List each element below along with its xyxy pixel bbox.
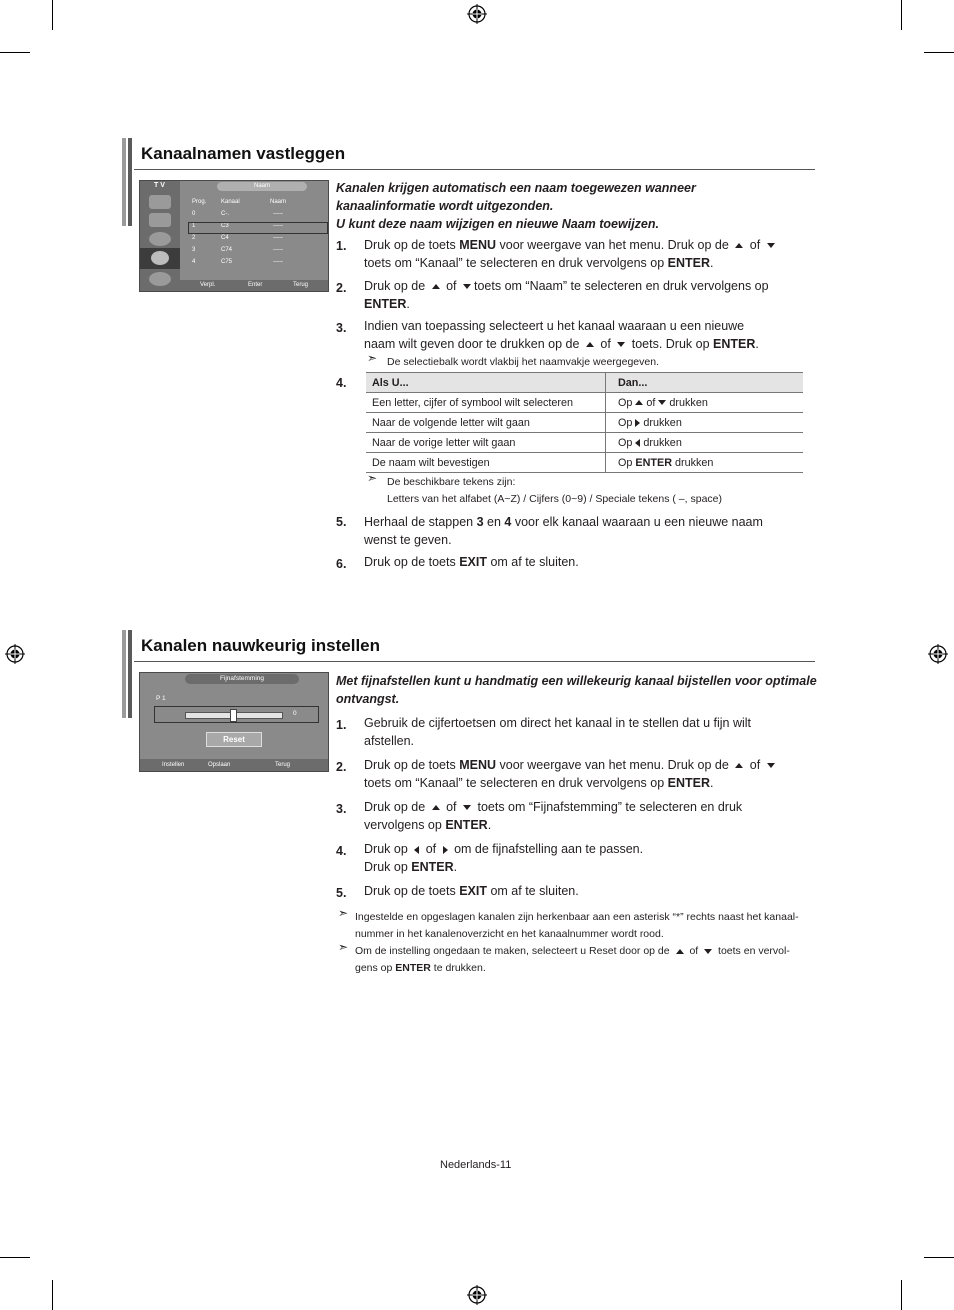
table-row: Naar de vorige letter wilt gaan Op drukken <box>366 433 803 453</box>
step-text: Indien van toepassing selecteert u het kanaal waaraan u een nieuwe naam wilt geven door te drukken op de of toets. Druk op ENTER. <box>364 319 759 351</box>
table-header: Als U... <box>366 373 606 393</box>
step-text: Druk op de of toets om “Naam” te selecteren en druk vervolgens op ENTER. <box>364 279 769 311</box>
up-arrow-icon <box>735 763 743 768</box>
down-arrow-icon <box>704 949 712 954</box>
down-arrow-icon <box>617 342 625 347</box>
tv-sidebar <box>140 181 180 291</box>
tv-channel-cell: ----- <box>273 247 283 253</box>
step-text: Gebruik de cijfertoetsen om direct het kanaal in te stellen dat u fijn wilt afstellen. <box>364 716 752 748</box>
tv-selection-bar <box>188 222 328 234</box>
crop-mark <box>924 52 954 53</box>
step-number: 2. <box>336 281 347 295</box>
step-number: 4. <box>336 844 347 858</box>
registration-mark-icon <box>928 644 948 664</box>
crop-mark <box>924 1257 954 1258</box>
tv-foot-opslaan: Opslaan <box>208 762 231 768</box>
tv-channel-cell: 4 <box>192 259 196 265</box>
crop-mark <box>901 0 902 30</box>
tv-foot-terug: Terug <box>293 282 309 288</box>
note-text: De selectiebalk wordt vlakbij het naamvakje weergegeven. <box>387 356 659 368</box>
tv-reset-button: Reset <box>206 732 262 747</box>
step-text: Druk op de toets EXIT om af te sluiten. <box>364 555 579 569</box>
tv-input-icon <box>149 195 171 209</box>
step-number: 1. <box>336 718 347 732</box>
step-number: 6. <box>336 557 347 571</box>
tv-channel-cell: C4 <box>221 235 229 241</box>
key-table <box>366 372 803 473</box>
right-arrow-icon <box>635 419 640 427</box>
note-text: De beschikbare tekens zijn: Letters van het alfabet (A~Z) / Cijfers (0~9) / Speciale tekens ( –, space) <box>387 476 722 505</box>
step-number: 4. <box>336 376 347 390</box>
tv-channel-cell: C74 <box>221 247 233 253</box>
tv-channel-cell: C3 <box>221 223 229 229</box>
tv-col-kanaal: Kanaal <box>221 199 240 205</box>
crop-mark <box>52 1280 53 1310</box>
step-number: 1. <box>336 239 347 253</box>
step-text: Druk op de toets MENU voor weergave van het menu. Druk op de of toets om “Kanaal” te selecteren en druk vervolgens op ENTER. <box>364 756 778 792</box>
section-bar <box>122 138 126 226</box>
crop-mark <box>901 1280 902 1310</box>
intro-line: Kanalen krijgen automatisch een naam toegewezen wanneer <box>336 181 696 195</box>
down-arrow-icon <box>767 763 775 768</box>
tv-foot-verpl: Verpl. <box>200 282 216 288</box>
tv-finetune-row <box>154 706 319 723</box>
up-arrow-icon <box>635 400 643 405</box>
step-text: Druk op de of toets om “Fijnafstemming” te selecteren en druk vervolgens op ENTER. <box>364 800 743 832</box>
down-arrow-icon <box>658 400 666 405</box>
note-arrow-icon: ➣ <box>338 906 349 920</box>
left-arrow-icon <box>414 846 419 854</box>
section-title: Kanaalnamen vastleggen <box>141 144 346 163</box>
intro-line: kanaalinformatie wordt uitgezonden. <box>336 199 554 213</box>
step-text: Druk op de toets EXIT om af te sluiten. <box>364 884 579 898</box>
tv-foot-terug: Terug <box>275 762 291 768</box>
table-row: Een letter, cijfer of symbool wilt selecteren Op of drukken <box>366 393 803 413</box>
tv-picture-icon <box>149 213 171 227</box>
section-title: Kanalen nauwkeurig instellen <box>141 636 381 655</box>
tv-setup-icon <box>149 272 171 286</box>
section-rule <box>134 661 815 662</box>
page-number: Nederlands-11 <box>440 1159 512 1171</box>
section-bar <box>128 138 132 226</box>
tv-channel-cell: ----- <box>273 259 283 265</box>
tv-menu-title: Naam <box>217 182 307 191</box>
step-number: 5. <box>336 515 347 529</box>
section-intro <box>336 179 696 233</box>
section-intro <box>336 672 817 708</box>
tv-finetune-value: 0 <box>293 710 297 717</box>
step-text: Herhaal de stappen 3 en 4 voor elk kanaal waaraan u een nieuwe naam wenst te geven. <box>364 515 763 547</box>
tv-channel-cell: 1 <box>192 223 196 229</box>
tv-channel-cell: ----- <box>273 211 283 217</box>
up-arrow-icon <box>586 342 594 347</box>
down-arrow-icon <box>767 243 775 248</box>
section-bar <box>122 630 126 718</box>
tv-label: T V <box>154 182 165 189</box>
down-arrow-icon <box>463 284 471 289</box>
tv-menu-screenshot <box>139 180 329 292</box>
tv-channel-cell: 3 <box>192 247 196 253</box>
tv-footer <box>140 759 328 771</box>
crop-mark <box>0 52 30 53</box>
tv-channel-icon-selected <box>140 248 180 269</box>
tv-channel-cell: C75 <box>221 259 233 265</box>
registration-mark-icon <box>467 4 487 24</box>
intro-line: Met fijnafstellen kunt u handmatig een willekeurig kanaal bijstellen voor optimale <box>336 674 817 688</box>
tv-menu-title: Fijnafstemming <box>185 674 299 684</box>
up-arrow-icon <box>676 949 684 954</box>
tv-footer <box>180 280 328 291</box>
step-text: Druk op de toets MENU voor weergave van het menu. Druk op de of toets om “Kanaal” te selecteren en druk vervolgens op ENTER. <box>364 236 778 272</box>
tv-col-prog: Prog. <box>192 199 207 205</box>
note-arrow-icon: ➣ <box>367 471 378 485</box>
tv-channel-cell: 2 <box>192 235 196 241</box>
registration-mark-icon <box>5 644 25 664</box>
crop-mark <box>0 1257 30 1258</box>
tv-prog-label: P 1 <box>156 695 166 702</box>
tv-sound-icon <box>149 232 171 246</box>
up-arrow-icon <box>432 805 440 810</box>
tv-channel-cell: ----- <box>273 223 283 229</box>
table-row: De naam wilt bevestigen Op ENTER drukken <box>366 453 803 473</box>
tv-channel-cell: ----- <box>273 235 283 241</box>
intro-line: U kunt deze naam wijzigen en nieuwe Naam toewijzen. <box>336 217 659 231</box>
tv-slider-handle <box>230 709 237 722</box>
tv-col-naam: Naam <box>270 199 287 205</box>
step-number: 5. <box>336 886 347 900</box>
left-arrow-icon <box>635 439 640 447</box>
note-text: Om de instelling ongedaan te maken, selecteert u Reset door op de of toets en vervol- gens op ENTER te drukken. <box>355 945 790 974</box>
note-arrow-icon: ➣ <box>367 351 378 365</box>
right-arrow-icon <box>443 846 448 854</box>
tv-channel-cell: C-. <box>221 211 229 217</box>
step-number: 2. <box>336 760 347 774</box>
tv-foot-enter: Enter <box>248 282 263 288</box>
note-text: Ingestelde en opgeslagen kanalen zijn herkenbaar aan een asterisk “*” rechts naast het kanaal- nummer in het kanalenoverzicht en het kanaalnummer wordt rood. <box>355 911 799 940</box>
tv-foot-instellen: Instellen <box>162 762 185 768</box>
step-number: 3. <box>336 802 347 816</box>
table-header: Dan... <box>606 373 804 393</box>
registration-mark-icon <box>467 1285 487 1305</box>
down-arrow-icon <box>463 805 471 810</box>
step-text: Druk op of om de fijnafstelling aan te passen. Druk op ENTER. <box>364 842 644 874</box>
step-number: 3. <box>336 321 347 335</box>
tv-finetune-screenshot <box>139 672 329 772</box>
section-bar <box>128 630 132 718</box>
crop-mark <box>52 0 53 30</box>
intro-line: ontvangst. <box>336 692 400 706</box>
section-rule <box>134 169 815 170</box>
up-arrow-icon <box>432 284 440 289</box>
up-arrow-icon <box>735 243 743 248</box>
note-arrow-icon: ➣ <box>338 940 349 954</box>
tv-channel-cell: 0 <box>192 211 196 217</box>
table-row: Naar de volgende letter wilt gaan Op drukken <box>366 413 803 433</box>
